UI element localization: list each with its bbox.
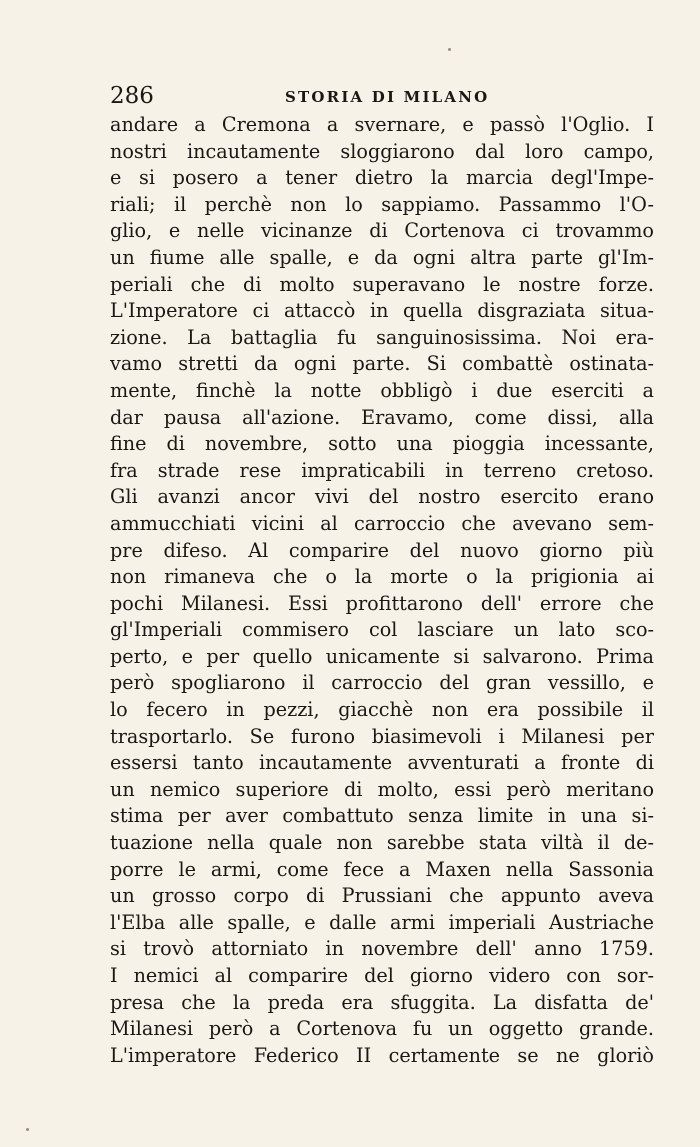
text-line: nostri incautamente sloggiarono dal loro campo, [110,139,654,163]
text-line: andare a Cremona a svernare, e passò l'Oglio. I [110,113,654,136]
text-line: porre le armi, come fece a Maxen nella Sassonia [110,857,654,881]
text-line: riali; il perchè non lo sappiamo. Passammo l'O- [110,192,654,216]
text-line: Gli avanzi ancor vivi del nostro esercito erano [110,485,654,509]
text-line: Milanesi però a Cortenova fu un oggetto grande. [110,1017,654,1041]
text-line: tuazione nella quale non sarebbe stata viltà il de- [110,831,654,855]
text-line: l'Elba alle spalle, e dalle armi imperiali Austriache [110,910,654,934]
text-line: essersi tanto incautamente avventurati a fronte di [110,751,654,775]
text-line: però spogliarono il carroccio del gran vessillo, e [110,671,654,695]
text-line: lo fecero in pezzi, giacchè non era possibile il [110,698,654,722]
text-line: L'Imperatore ci attaccò in quella disgraziata situa- [110,299,654,323]
text-line: si trovò attorniato in novembre dell' anno 1759. [110,937,654,961]
running-head: STORIA DI MILANO [285,88,490,106]
paper-speck [26,1128,29,1131]
text-line: non rimaneva che o la morte o la prigionia ai [110,565,654,589]
text-line: periali che di molto superavano le nostre forze. [110,272,654,296]
text-line: un nemico superiore di molto, essi però meritano [110,777,654,801]
text-line: trasportarlo. Se furono biasimevoli i Milanesi per [110,724,654,748]
text-line: gl'Imperiali commisero col lasciare un lato sco- [110,618,654,642]
page-number: 286 [110,83,154,109]
text-line: I nemici al comparire del giorno videro con sor- [110,964,654,987]
text-line: L'imperatore Federico II certamente se ne gloriò [110,1043,654,1067]
text-line: dar pausa all'azione. Eravamo, come dissi, alla [110,405,654,429]
text-line: glio, e nelle vicinanze di Cortenova ci trovammo [110,219,654,243]
text-line: ammucchiati vicini al carroccio che avevano sem- [110,511,654,535]
text-line: fine di novembre, sotto una pioggia incessante, [110,432,654,456]
text-line: vamo stretti da ogni parte. Si combattè ostinata- [110,352,654,376]
text-line: stima per aver combattuto senza limite in una si- [110,804,654,828]
body-text [110,112,654,1069]
text-line: zione. La battaglia fu sanguinosissima. Noi era- [110,325,654,349]
text-line: fra strade rese impraticabili in terreno cretoso. [110,458,654,482]
text-line: pochi Milanesi. Essi profittarono dell' errore che [110,591,654,615]
text-line: mente, finchè la notte obbligò i due eserciti a [110,378,654,402]
text-line: presa che la preda era sfuggita. La disfatta de' [110,990,654,1014]
paper-speck [448,48,451,51]
text-line: e si posero a tener dietro la marcia degl'Impe- [110,166,654,190]
text-line: un fiume alle spalle, e da ogni altra parte gl'Im- [110,245,654,269]
page-header [110,83,654,113]
text-line: perto, e per quello unicamente si salvarono. Prima [110,644,654,668]
text-line: pre difeso. Al comparire del nuovo giorno più [110,538,654,562]
text-line: un grosso corpo di Prussiani che appunto aveva [110,884,654,908]
